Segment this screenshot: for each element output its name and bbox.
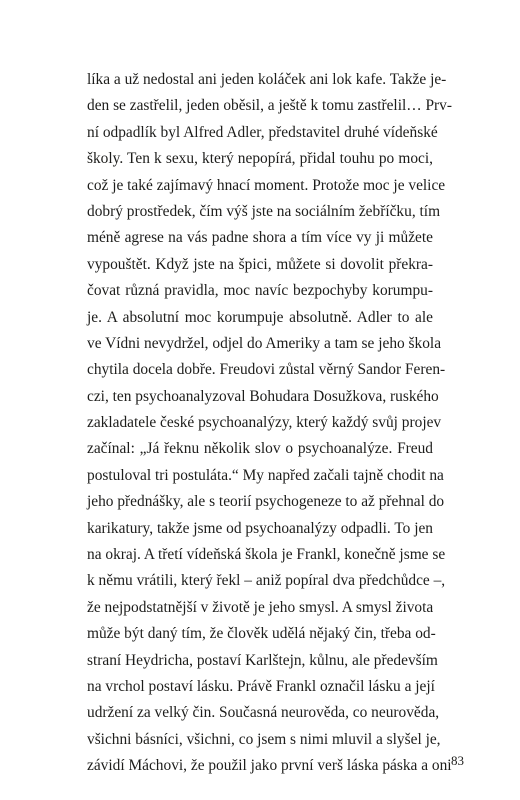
text-line: líka a už nedostal ani jeden koláček ani lok kafe. Takže je-	[87, 71, 447, 88]
text-line: karikatury, takže jsme od psychoanalýzy odpadli. To jen	[87, 519, 433, 537]
text-line: na vrchol postaví lásku. Právě Frankl označil lásku a její	[87, 677, 435, 695]
text-line: czi, ten psychoanalyzoval Bohudara Dosužkova, ruského	[87, 387, 439, 405]
page-number: 83	[451, 753, 464, 768]
text-line: den se zastřelil, jeden oběsil, a ještě k tomu zastřelil… Prv-	[87, 97, 452, 115]
text-line: straní Heydricha, postaví Karlštejn, kůlnu, ale především	[87, 651, 438, 669]
text-line: k němu vrátili, který řekl – aniž popíral dva předchůdce –,	[87, 572, 446, 590]
text-line: dobrý prostředek, čím výš jste na sociálním žebříčku, tím	[87, 202, 441, 220]
text-line: což je také zajímavý hnací moment. Protože moc je velice	[87, 176, 446, 194]
text-line: ní odpadlík byl Alfred Adler, představitel druhé vídeňské	[87, 123, 438, 141]
text-line: začínal: „Já řeknu několik slov o psychoanalýze. Freud	[87, 440, 433, 458]
text-line: udržení za velký čin. Současná neurověda, co neurověda,	[87, 704, 440, 722]
text-line: všichni básníci, všichni, co jsem s nimi mluvil a slyšel je,	[87, 730, 441, 748]
text-line: závidí Máchovi, že použil jako první verš láska páska a oni	[87, 757, 452, 775]
text-line: vypouštět. Když jste na špici, můžete si dovolit překra-	[87, 255, 433, 273]
text-line: postuloval tri postuláta.“ My napřed začali tajně chodit na	[87, 466, 444, 484]
text-line: ve Vídni nevydržel, odjel do Ameriky a tam se jeho škola	[87, 334, 442, 352]
text-line: že nejpodstatnější v životě je jeho smysl. A smysl života	[87, 598, 434, 616]
text-line: méně agrese na vás padne shora a tím více vy ji můžete	[87, 229, 433, 247]
text-line: může být daný tím, že člověk udělá nějaký čin, třeba od-	[87, 625, 436, 643]
text-line: jeho přednášky, ale s teorií psychogeneze to až přehnal do	[87, 493, 445, 511]
text-line: čovat různá pravidla, moc navíc bezpochyby korumpu-	[87, 282, 433, 300]
text-line: zakladatele české psychoanalýzy, který každý svůj projev	[87, 414, 442, 432]
body-text	[87, 67, 452, 780]
text-line: na okraj. A třetí vídeňská škola je Frankl, konečně jsme se	[87, 546, 446, 564]
text-line: školy. Ten k sexu, který nepopírá, přidal touhu po moci,	[87, 150, 433, 168]
text-line: je. A absolutní moc korumpuje absolutně. Adler to ale	[87, 308, 433, 326]
text-line: chytila docela dobře. Freudovi zůstal věrný Sandor Feren-	[87, 361, 446, 379]
